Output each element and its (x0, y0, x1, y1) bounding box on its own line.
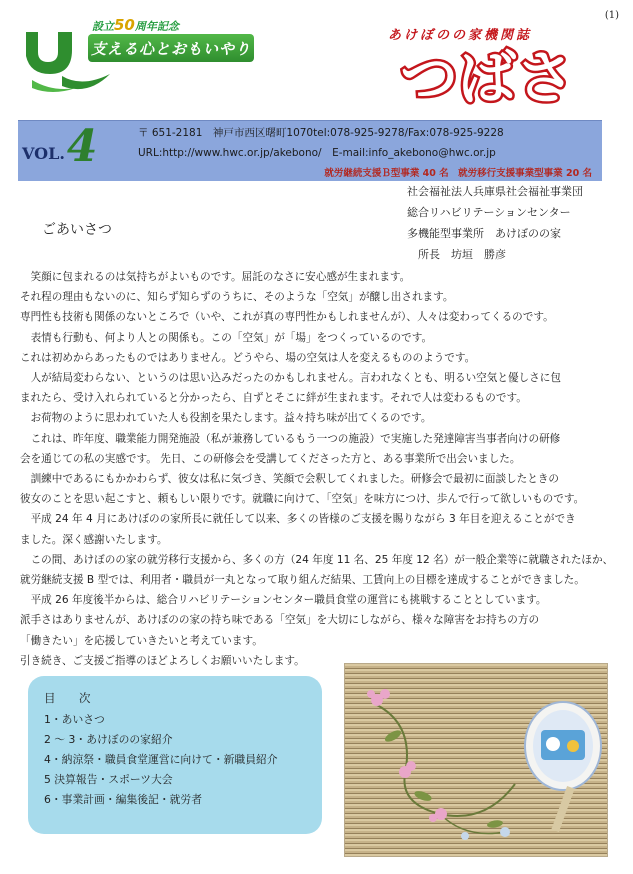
body-line: 笑顔に包まれるのは気持ちがよいものです。屈託のなさに安心感が生まれます。 (20, 271, 411, 283)
url-email-line: URL:http://www.hwc.or.jp/akebono/ E-mail:info_akebono@hwc.or.jp (138, 147, 496, 159)
body-line: 「働きたい」を応援していきたいと考えています。 (20, 634, 263, 647)
newsletter-title (396, 42, 594, 108)
org-line: 総合リハビリテーションセンター (407, 206, 571, 219)
body-line: 平成 26 年度後半からは、総合リハビリテーションセンター職員食堂の運営にも挑戦することとしています。 (20, 594, 547, 607)
greeting-heading: ごあいさつ (42, 222, 112, 238)
volume-label (22, 121, 98, 172)
toc-item: 2 ～ 3・あけぼのの家紹介 (44, 733, 173, 746)
info-bar (18, 120, 602, 181)
body-line: 専門性も技術も関係のないところで（いや、これが真の専門性かもしれませんが）、人々は変わってくるのです。 (20, 311, 554, 324)
body-line: この間、あけぼのの家の就労移行支援から、多くの方（24 年度 11 名、25 年度 12 名）が一般企業等に就職されたほか、 (20, 553, 614, 566)
body-line: これは、昨年度、職業能力開発施設（私が兼務しているもう一つの施設）で実施した発達障害当事者向けの研修 (20, 432, 561, 445)
address-line: 〒 651-2181 神戸市西区曙町1070tel:078-925-9278/Fax:078-925-9228 (138, 127, 504, 139)
body-line: 平成 24 年 4 月にあけぼのの家所長に就任して以来、多くの皆様のご支援を賜りながら 3 年目を迎えることができ (20, 513, 576, 526)
newsletter-subtitle: あけぼのの家機関誌 (388, 28, 533, 43)
body-line: これは初めからあったものではありません。どうやら、場の空気は人を変えるもののようです。 (20, 351, 476, 364)
body-line: お荷物のように思われていた人も役割を果たします。益々持ち味が出てくるのです。 (20, 412, 432, 425)
body-line: それ程の理由もないのに、知らず知らずのうちに、そのような「空気」が醸し出されます。 (20, 291, 454, 304)
body-line: 引き続き、ご支援ご指導のほどよろしくお願いいたします。 (20, 654, 305, 667)
toc-item: 1・あいさつ (44, 713, 105, 726)
anniversary-label: 設立50周年記念 (92, 16, 179, 34)
body-line: ました。深く感謝いたします。 (20, 533, 168, 546)
org-line: 多機能型事業所 あけぼのの家 (407, 227, 561, 240)
table-of-contents (28, 676, 322, 834)
body-line: 人が結局変わらない、というのは思い込みだったのかもしれません。言われなくとも、明るい空気と優しさに包 (20, 372, 561, 385)
body-line: まれたら、受け入れられていると分かったら、自ずとそこに絆が生まれます。それで人は変わるものです。 (20, 392, 527, 405)
toc-item: 6・事業計画・編集後記・就労者 (44, 793, 203, 806)
volume-prefix: VOL. (22, 144, 65, 163)
services-capacity: 就労継続支援Ｂ型事業 40 名 就労移行支援事業型事業 20 名 (324, 168, 592, 179)
toc-list (44, 710, 278, 810)
volume-number: 4 (66, 121, 98, 172)
slogan-banner: 支える心とおもいやり (88, 34, 254, 62)
body-line: 派手さはありませんが、あけぼのの家の持ち味である「空気」を大切にしながら、様々な障害をお持ちの方の (20, 614, 540, 627)
toc-item: 5 決算報告・スポーツ大会 (44, 773, 173, 786)
toc-item: 4・納涼祭・職員食堂運営に向けて・新職員紹介 (44, 753, 278, 766)
body-line: 就労継続支援 B 型では、利用者・職員が一丸となって取り組んだ結果、工賃向上の目標を達成することができました。 (20, 574, 585, 587)
bamboo-mat-fan-flowers-photo (344, 663, 608, 857)
page-number: (1) (604, 10, 619, 21)
toc-title: 目 次 (44, 691, 97, 705)
body-line: 表情も行動も、何より人との関係も。この「空気」が「場」をつくっているのです。 (20, 331, 433, 344)
organization-block (407, 181, 583, 265)
body-line: 訓練中であるにもかかわらず、彼女は私に気づき、笑顔で会釈してくれました。研修会で最初に面談したときの (20, 473, 560, 486)
org-line: 社会福祉法人兵庫県社会福祉事業団 (407, 185, 583, 198)
org-line: 所長 坊垣 勝彦 (407, 248, 506, 261)
body-line: 会を通じての私の実感です。 先日、この研修会を受講してくださった方と、ある事業所で出会いました。 (20, 452, 521, 465)
greeting-body (20, 267, 612, 671)
svg-text:つばさ: つばさ (400, 44, 575, 108)
body-line: 彼女のことを思い起こすと、頼もしい限りです。就職に向けて、「空気」を味方につけ、歩んで行って欲しいものです。 (20, 493, 585, 506)
